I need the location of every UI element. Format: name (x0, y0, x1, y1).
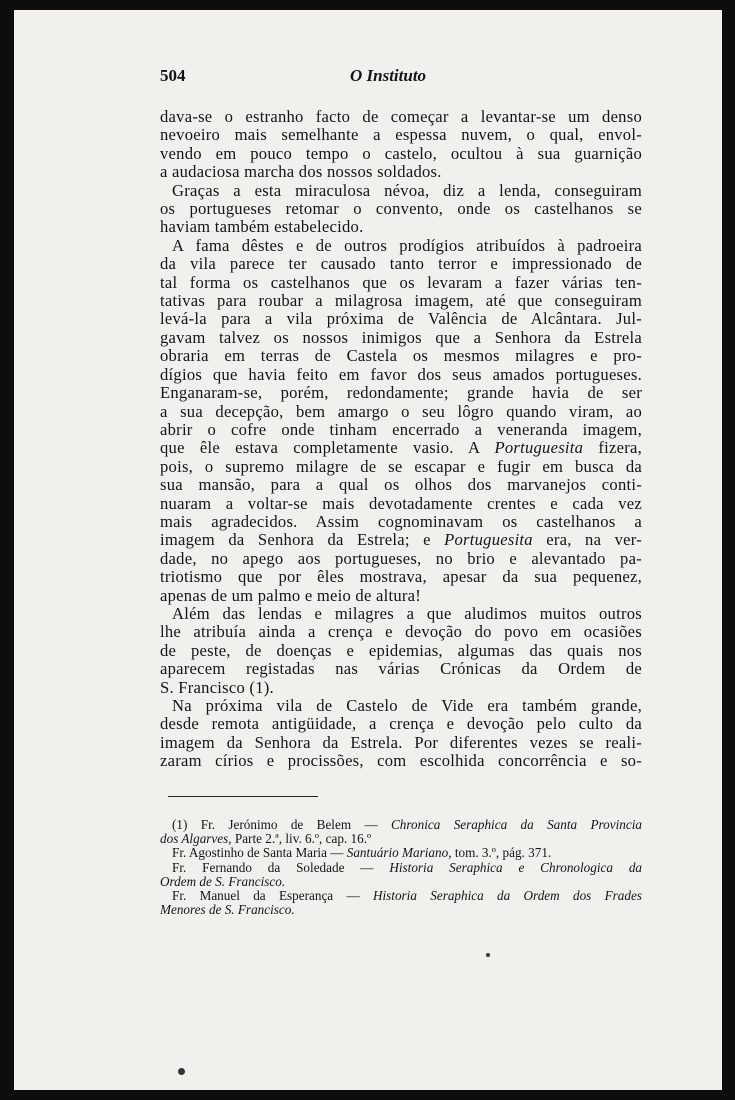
text-segment: Fr. Fernando da Soledade — (172, 859, 390, 875)
emphasis: Ordem de S. Francisco. (160, 873, 286, 889)
text-line: nevoeiro mais semelhante a espessa nuvem, o qual, envol- (160, 125, 642, 145)
book-page (14, 10, 722, 1090)
footnote-2 (160, 846, 642, 860)
text-line: lhe atribuía ainda a crença e devoção do povo em ocasiões (160, 622, 642, 642)
text-segment: que êle estava completamente vasio. A (160, 438, 495, 458)
footnote-line (160, 861, 642, 875)
text-line: A fama dêstes e de outros prodígios atribuídos à padroeira (172, 235, 642, 255)
emphasis: Portuguesita (444, 530, 533, 550)
text-line: tal forma os castelhanos que os levaram a fazer várias ten- (160, 272, 642, 292)
text-line: da vila parece ter causado tanto terror e impressionado de (160, 254, 642, 274)
body-text (160, 108, 642, 771)
text-line: Enganaram-se, porém, redondamente; grande havia de ser (160, 383, 642, 403)
journal-title: O Instituto (350, 66, 427, 85)
footnote-line (160, 846, 642, 860)
text-line: abrir o cofre onde tinham encerrado a veneranda imagem, (160, 419, 642, 439)
text-line (160, 531, 642, 549)
text-segment: fizera, (583, 438, 642, 458)
text-line: tativas para roubar a milagrosa imagem, até que conseguiram (160, 291, 642, 311)
text-segment: era, na ver- (532, 530, 642, 550)
footnote-line (160, 832, 642, 846)
text-segment: Fr. Manuel da Esperança — (172, 888, 373, 904)
footnote-line (160, 903, 642, 917)
emphasis: Chronica Seraphica da Santa Provincia (391, 817, 642, 832)
text-line: a sua decepção, bem amargo o seu lôgro quando viram, ao (160, 401, 642, 421)
text-line: haviam também estabelecido. (160, 217, 364, 237)
text-line: Além das lendas e milagres a que aludimos muitos outros (172, 603, 642, 623)
text-line: dígios que havia feito em favor dos seus amados portugueses. (160, 364, 642, 384)
text-line: dava-se o estranho facto de começar a levantar-se um denso (160, 107, 642, 126)
running-head (160, 66, 640, 90)
footnote-separator (168, 796, 318, 797)
ink-speck (486, 953, 490, 957)
text-line: a audaciosa marcha dos nossos soldados. (160, 162, 442, 182)
text-line: sua mansão, para a qual os olhos dos marvanejos conti- (160, 475, 642, 495)
emphasis: Menores de S. Francisco. (160, 902, 295, 918)
text-line: mais agradecidos. Assim cognominavam os castelhanos a (160, 511, 642, 531)
text-segment: (1) Fr. Jerónimo de Belem — (172, 817, 391, 832)
emphasis: Portuguesita (494, 438, 584, 458)
text-line: Graças a esta miraculosa névoa, diz a lenda, conseguiram (172, 180, 642, 200)
emphasis: Historia Seraphica da Ordem dos Frades (372, 888, 642, 904)
text-line: zaram círios e procissões, com escolhida concorrência e so- (160, 751, 642, 771)
emphasis: Santuário Mariano (346, 845, 449, 861)
footnotes (160, 818, 642, 917)
text-segment: imagem da Senhora da Estrela; e (160, 530, 445, 550)
text-segment: Fr. Agostinho de Santa Maria — (172, 845, 347, 861)
footnote-line (160, 889, 642, 903)
footnote-line (160, 875, 642, 889)
text-line: apenas de um palmo e meio de altura! (160, 585, 422, 605)
paragraph-4 (160, 605, 642, 697)
text-line: aparecem registadas nas várias Crónicas da Ordem de (160, 659, 642, 679)
paragraph-5 (160, 697, 642, 771)
text-line: S. Francisco (1). (160, 677, 274, 697)
emphasis: Historia Seraphica e Chronologica da (389, 859, 643, 875)
footnote-line (160, 818, 642, 832)
ink-speck (178, 1068, 185, 1075)
text-line: pois, o supremo milagre de se escapar e fugir em busca da (160, 456, 642, 476)
text-line: triotismo que por êles mostrava, apesar da sua pequenez, (160, 567, 642, 587)
text-line: os portugueses retomar o convento, onde os castelhanos se (160, 199, 642, 219)
footnote-3 (160, 861, 642, 889)
page-number: 504 (160, 66, 186, 85)
text-line: obraria em terras de Castela os mesmos milagres e pro- (160, 346, 642, 366)
text-line: levá-la para a vila próxima de Valência de Alcântara. Jul- (160, 309, 642, 329)
text-line: nuaram a voltar-se mais devotadamente crentes e cada vez (160, 493, 642, 513)
emphasis: dos Algarves (160, 831, 229, 847)
text-line: desde remota antigüidade, a crença e devoção pelo culto da (160, 714, 642, 734)
footnote-4 (160, 889, 642, 917)
text-line: vendo em pouco tempo o castelo, ocultou à sua guarnição (160, 143, 642, 163)
paragraph-3 (160, 237, 642, 605)
text-line: de peste, de doenças e epidemias, algumas das quais nos (160, 640, 642, 660)
text-segment: , Parte 2.ª, liv. 6.º, cap. 16.º (228, 831, 372, 847)
text-line (160, 439, 642, 457)
text-line: gavam talvez os nossos inimigos que a Senhora da Estrela (160, 327, 642, 347)
footnote-1 (160, 818, 642, 846)
paragraph-2 (160, 182, 642, 237)
text-segment: , tom. 3.º, pág. 371. (448, 845, 552, 861)
text-line: dade, no apego aos portugueses, no brio e alevantado pa- (160, 548, 642, 568)
paragraph-1 (160, 108, 642, 182)
text-line: Na próxima vila de Castelo de Vide era também grande, (172, 696, 642, 715)
text-line: imagem da Senhora da Estrela. Por diferentes vezes se reali- (160, 732, 642, 752)
